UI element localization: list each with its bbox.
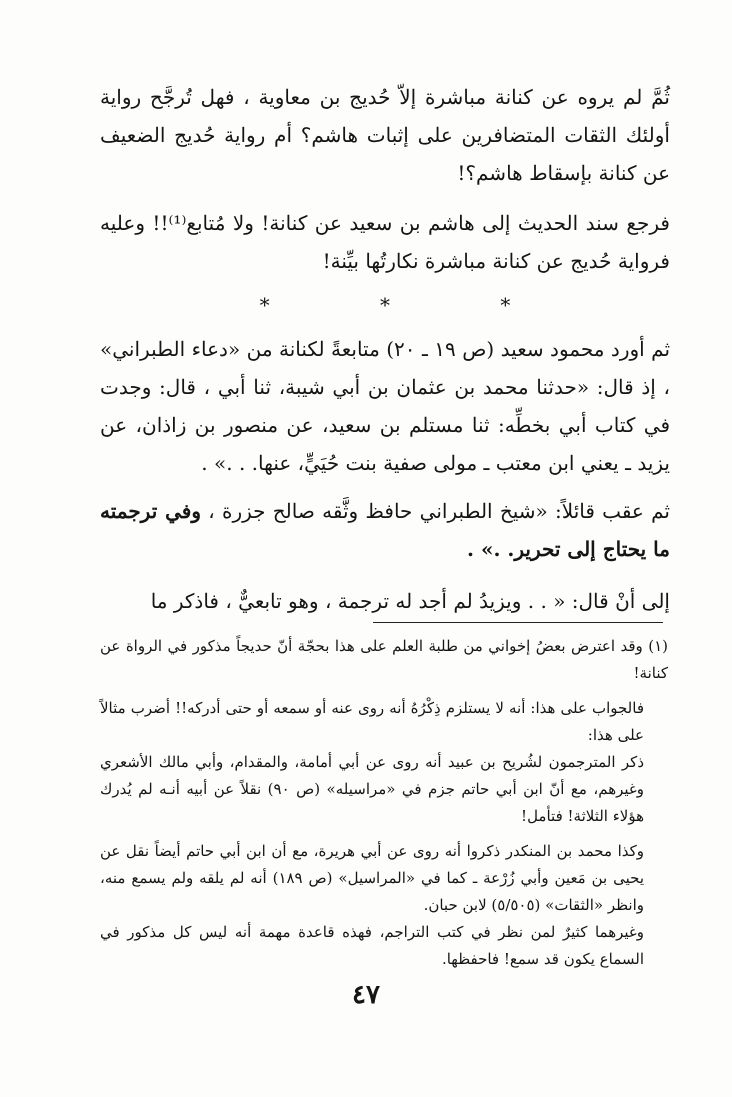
section-separator: * * * [259, 293, 563, 317]
footnote-divider [373, 622, 663, 623]
footnote-answer: فالجواب على هذا: أنه لا يستلزم ذِكْرُهُ أنه روى عنه أو سمعه أو حتى أدركه!! أضرب مثالاً على هذا: [100, 699, 644, 744]
paragraph-5: إلى أنْ قال: « . . ويزيدُ لم أجد له ترجمة ، وهو تابعيٌّ ، فاذكر ما [150, 589, 670, 613]
footnotes [100, 633, 668, 973]
paragraph-3: ثم أورد محمود سعيد (ص ١٩ ـ ٢٠) متابعةً لكنانة من «دعاء الطبراني» ، إذ قال: «حدثنا محمد بن عثمان بن أبي شيبة، ثنا أبي ، قال: وجدت في كتاب أبي بخطِّه: ثنا مستلم بن سعيد، عن منصور بن زاذان، عن يزيد ـ يعني ابن معتب ـ مولى صفية بنت حُيَيٍّ، عنها. . .» . [100, 337, 671, 475]
paragraph-2: فرجع سند الحديث إلى هاشم بن سعيد عن كنانة! ولا مُتابع⁽¹⁾!! وعليه فرواية حُديج عن كنانة مباشرة نكارتُها بيِّنة! [100, 211, 670, 273]
footnote-1: (١) وقد اعترض بعضُ إخواني من طلبة العلم على هذا بحجّة أنّ حديجاً مذكور في الرواة عن كنانة! [100, 637, 668, 682]
page-number: ٤٧ [352, 980, 380, 1010]
footnote-example-1: ذكر المترجمون لشُريح بن عبيد أنه روى عن أبي أمامة، والمقدام، وأبي مالك الأشعري وغيرهم، مع أنّ ابن أبي حاتم جزم في «مراسيله» (ص ٩٠) نقلاً عن أبيه أنـه لم يُدرك هؤلاء الثلاثة! فتأمل! [100, 753, 644, 825]
footnote-example-2: وكذا محمد بن المنكدر ذكروا أنه روى عن أبي هريرة، مع أن ابن أبي حاتم أيضاً نقل عن يحيى بن مَعين وأبي زُرْعة ـ كما في «المراسيل» (ص ١٨٩) أنه لم يلقه ولم يسمع منه، وانظر «الثقات» (٥/٥٠٥) لابن حبان. [100, 842, 645, 914]
footnote-conclusion: وغيرهما كثيرٌ لمن نظر في كتب التراجم، فهذه قاعدة مهمة أنه ليس كل مذكور في السماع يكون قد سمع! فاحفظها. [100, 923, 644, 968]
paragraph-4-quote: ثم عقب قائلاً: «شيخ الطبراني حافظ وثَّقه صالح جزرة ، [201, 499, 670, 523]
paragraph-4 [100, 492, 670, 568]
paragraph-4-emphasis: وفي ترجمته ما يحتاج إلى تحرير. .» . [100, 499, 670, 561]
paragraph-1: ثُمَّ لم يروه عن كنانة مباشرة إلاّ حُديج بن معاوية ، فهل تُرجَّح رواية أولئك الثقات المتضافرين على إثبات هاشم؟ أم رواية حُديج الضعيف عن كنانة بإسقاط هاشم؟! [100, 85, 670, 185]
main-text [100, 78, 670, 620]
